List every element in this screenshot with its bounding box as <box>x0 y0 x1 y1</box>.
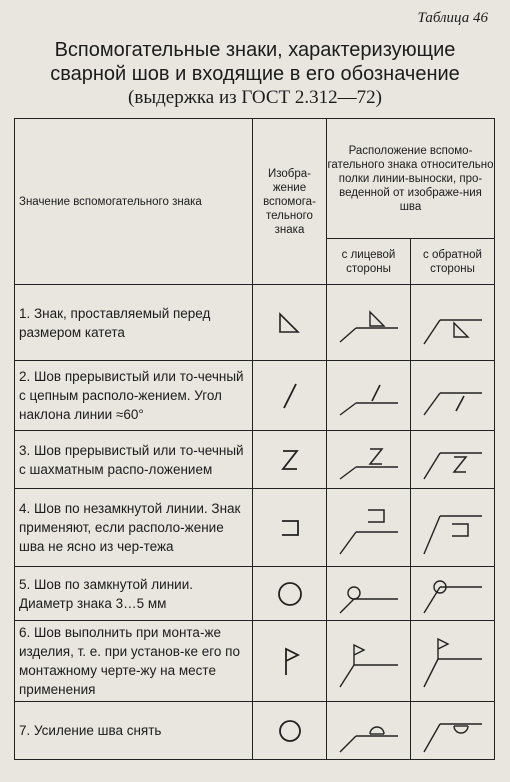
row-7-back <box>411 702 495 760</box>
triangle-on-leader-icon <box>334 298 404 348</box>
flag-icon <box>270 641 310 681</box>
circle-under-leader-icon <box>418 571 488 617</box>
row-1-back <box>411 285 495 361</box>
open-line-under-leader-icon <box>418 498 488 558</box>
triangle-under-leader-icon <box>418 298 488 348</box>
slash-on-leader-icon <box>334 371 404 421</box>
table-row <box>15 489 495 567</box>
table-row <box>15 567 495 621</box>
row-7-front <box>327 702 411 760</box>
slash-under-leader-icon <box>418 371 488 421</box>
triangle-icon <box>270 308 310 338</box>
row-5-front <box>327 567 411 621</box>
z-under-leader-icon <box>418 437 488 483</box>
row-3-text: 3. Шов прерывистый или то-чечный с шахматным распо-ложением <box>15 431 253 489</box>
arc-icon <box>270 711 310 751</box>
header-front: с лицевой стороны <box>327 239 411 285</box>
table-row <box>15 285 495 361</box>
title-line-2: сварной шов и входящие в его обозначение <box>50 63 460 85</box>
row-5-text: 5. Шов по замкнутой линии. Диаметр знака 3…5 мм <box>15 567 253 621</box>
page-title <box>0 38 510 110</box>
open-line-on-leader-icon <box>334 498 404 558</box>
row-6-text: 6. Шов выполнить при монта-же изделия, т. е. при установ-ке его по монтажному черте-жу на месте применения <box>15 621 253 702</box>
row-1-symbol <box>253 285 327 361</box>
title-line-1: Вспомогательные знаки, характеризующие <box>54 39 456 61</box>
z-on-leader-icon <box>334 437 404 483</box>
circle-on-leader-icon <box>334 571 404 617</box>
row-3-front <box>327 431 411 489</box>
row-6-symbol <box>253 621 327 702</box>
row-4-text: 4. Шов по незамкнутой линии. Знак применяют, если располо-жение шва не ясно из чер-тежа <box>15 489 253 567</box>
row-7-text: 7. Усиление шва снять <box>15 702 253 760</box>
circle-icon <box>270 574 310 614</box>
z-icon <box>270 443 310 477</box>
open-line-icon <box>270 511 310 545</box>
row-6-back <box>411 621 495 702</box>
row-3-back <box>411 431 495 489</box>
header-image: Изобра-жение вспомога-тельного знака <box>253 119 327 285</box>
table-row <box>15 702 495 760</box>
row-1-text: 1. Знак, проставляемый перед размером катета <box>15 285 253 361</box>
symbols-table <box>14 118 495 760</box>
row-7-symbol <box>253 702 327 760</box>
header-meaning: Значение вспомогательного знака <box>15 119 253 285</box>
row-4-front <box>327 489 411 567</box>
row-1-front <box>327 285 411 361</box>
row-3-symbol <box>253 431 327 489</box>
row-6-front <box>327 621 411 702</box>
header-position: Расположение вспомо-гательного знака относительно полки линии-выноски, про-веденной от изображе-ния шва <box>327 119 495 239</box>
table-row <box>15 431 495 489</box>
row-2-back <box>411 361 495 431</box>
arc-on-leader-icon <box>334 706 404 756</box>
row-5-symbol <box>253 567 327 621</box>
row-2-text: 2. Шов прерывистый или то-чечный с цепным располо-жением. Угол наклона линии ≈60° <box>15 361 253 431</box>
title-line-3: (выдержка из ГОСТ 2.312—72) <box>128 87 382 108</box>
flag-on-leader-icon <box>334 631 404 691</box>
flag-under-leader-icon <box>418 631 488 691</box>
arc-under-leader-icon <box>418 706 488 756</box>
header-back: с обратной стороны <box>411 239 495 285</box>
slash-icon <box>270 376 310 416</box>
table-row <box>15 621 495 702</box>
row-2-symbol <box>253 361 327 431</box>
row-4-symbol <box>253 489 327 567</box>
row-4-back <box>411 489 495 567</box>
table-row <box>15 361 495 431</box>
row-2-front <box>327 361 411 431</box>
row-5-back <box>411 567 495 621</box>
table-number: Таблица 46 <box>417 10 488 26</box>
